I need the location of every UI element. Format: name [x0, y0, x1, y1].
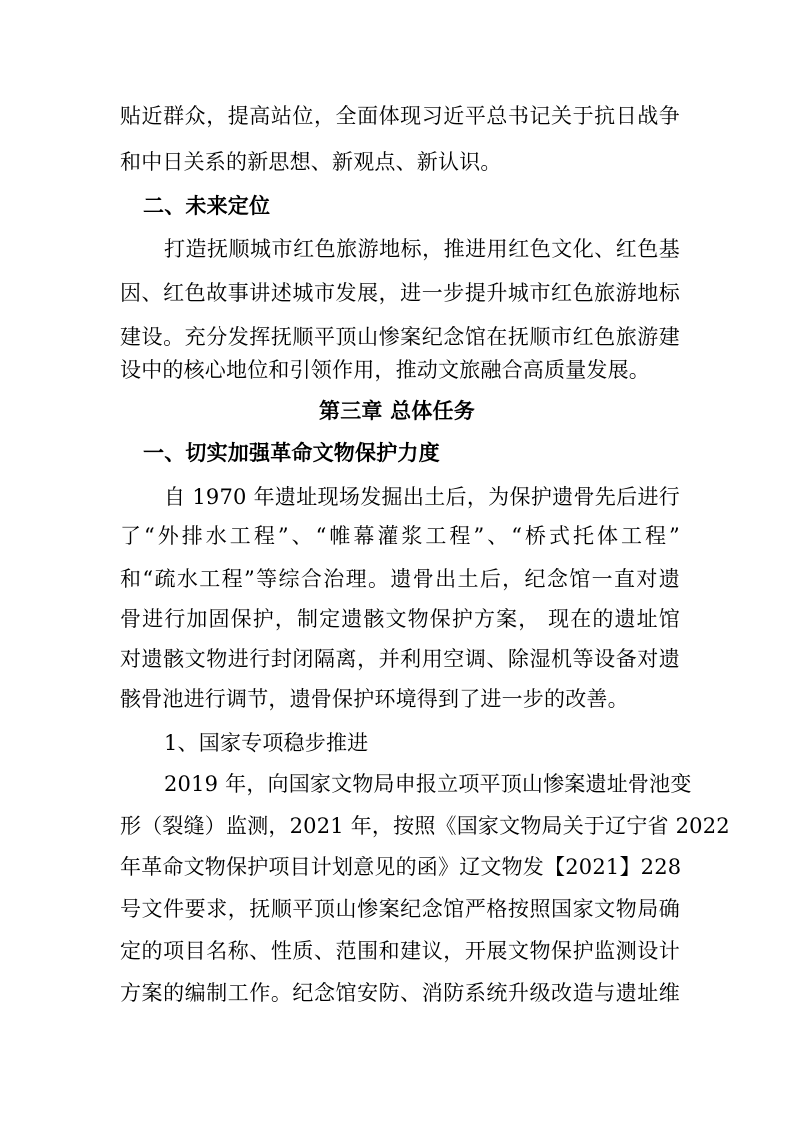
paragraph-line: 了“外排水工程”、“帷幕灌浆工程”、“桥式托体工程” [120, 524, 680, 548]
paragraph-line: 对遗骸文物进行封闭隔离，并利用空调、除湿机等设备对遗 [120, 647, 680, 671]
section-heading-protection: 一、切实加强革命文物保护力度 [143, 441, 440, 465]
paragraph-line: 和“疏水工程”等综合治理。遗骨出土后，纪念馆一直对遗 [120, 567, 680, 591]
paragraph-line: 形（裂缝）监测，2021 年，按照《国家文物局关于辽宁省 2022 [120, 814, 730, 838]
paragraph-line: 和中日关系的新思想、新观点、新认识。 [120, 150, 502, 174]
paragraph-line: 贴近群众，提高站位，全面体现习近平总书记关于抗日战争 [120, 104, 680, 128]
paragraph-line: 年革命文物保护项目计划意见的函》辽文物发【2021】228 [120, 855, 682, 879]
paragraph-line: 2019 年，向国家文物局申报立项平顶山惨案遗址骨池变 [164, 772, 692, 796]
paragraph-line: 建设。充分发挥抚顺平顶山惨案纪念馆在抚顺市红色旅游建 [120, 325, 680, 349]
paragraph-line: 骸骨池进行调节，遗骨保护环境得到了进一步的改善。 [120, 687, 629, 711]
subsection-heading-national: 1、国家专项稳步推进 [164, 731, 369, 755]
section-heading-future: 二、未来定位 [143, 194, 271, 218]
paragraph-line: 因、红色故事讲述城市发展，进一步提升城市红色旅游地标 [120, 281, 680, 305]
paragraph-line: 定的项目名称、性质、范围和建议，开展文物保护监测设计 [120, 939, 680, 963]
paragraph-line: 方案的编制工作。纪念馆安防、消防系统升级改造与遗址维 [120, 981, 680, 1005]
paragraph-line: 号文件要求，抚顺平顶山惨案纪念馆严格按照国家文物局确 [120, 897, 680, 921]
paragraph-line: 设中的核心地位和引领作用，推动文旅融合高质量发展。 [120, 358, 650, 382]
paragraph-line: 自 1970 年遗址现场发掘出土后，为保护遗骨先后进行 [164, 485, 680, 509]
chapter-title: 第三章 总体任务 [319, 399, 475, 423]
paragraph-line: 打造抚顺城市红色旅游地标，推进用红色文化、红色基 [164, 237, 680, 261]
paragraph-line: 骨进行加固保护，制定遗骸文物保护方案， 现在的遗址馆 [120, 607, 680, 631]
